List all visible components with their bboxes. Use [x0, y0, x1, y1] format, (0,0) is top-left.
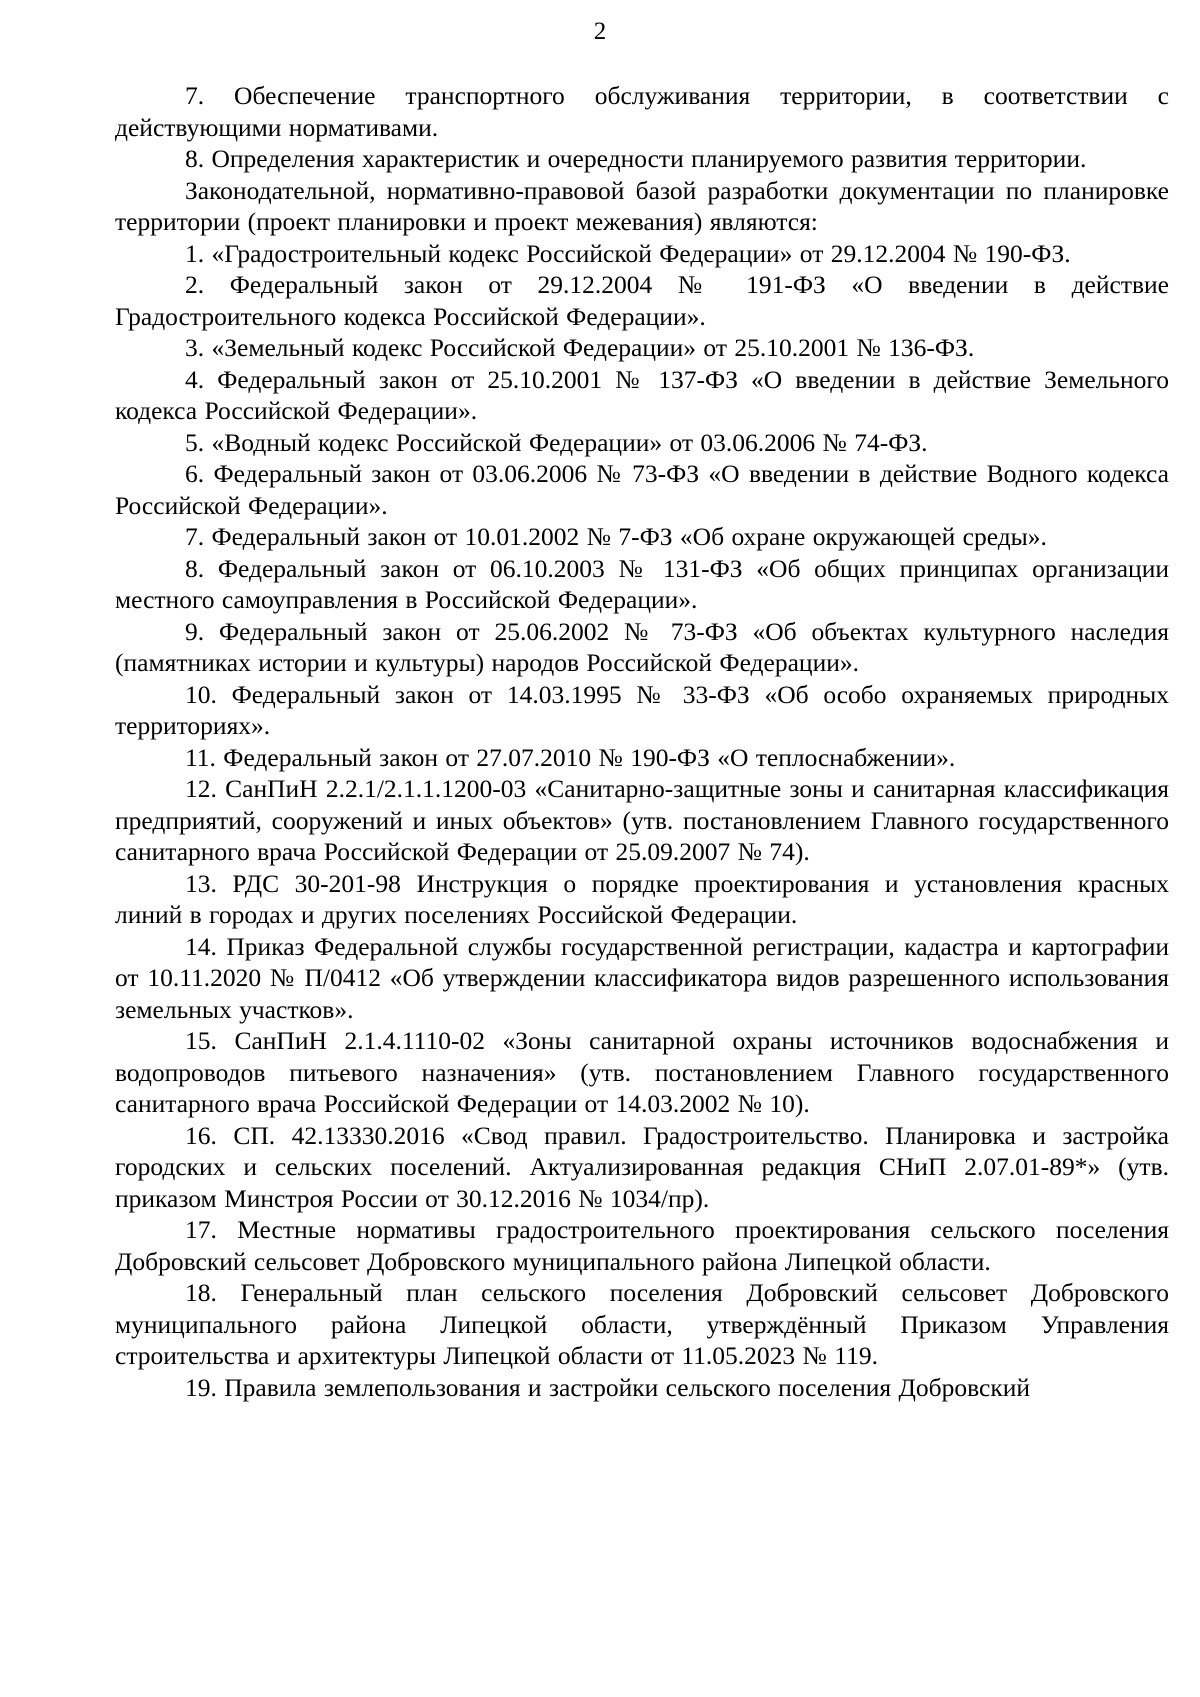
list-item-16: 16. СП. 42.13330.2016 «Свод правил. Градостроительство. Планировка и застройка городских и сельских поселений. Актуализированная редакция СНиП 2.07.01-89*» (утв. приказом Минстроя России от 30.12.2016 № 1034/пр).: [115, 1120, 1169, 1213]
list-item-7: 7. Федеральный закон от 10.01.2002 № 7-ФЗ «Об охране окружающей среды».: [185, 522, 1047, 551]
list-item-17: 17. Местные нормативы градостроительного проектирования сельского поселения Добровский сельсовет Добровского муниципального района Липецкой области.: [115, 1215, 1169, 1276]
paragraph-item-8-development: 8. Определения характеристик и очередности планируемого развития территории.: [185, 144, 1087, 173]
list-item-11: 11. Федеральный закон от 27.07.2010 № 190-ФЗ «О теплоснабжении».: [185, 742, 956, 772]
list-item-12: 12. СанПиН 2.2.1/2.1.1.1200-03 «Санитарно-защитные зоны и санитарная классификация предприятий, сооружений и иных объектов» (утв. постановлением Главного государственного санитарного врача Российской Федерации от 25.09.2007 № 74).: [115, 774, 1169, 866]
paragraph-item-7-transport: 7. Обеспечение транспортного обслуживания территории, в соответствии с действующими нормативами.: [115, 81, 1169, 142]
list-item-15: 15. СанПиН 2.1.4.1110-02 «Зоны санитарной охраны источников водоснабжения и водопроводов питьевого назначения» (утв. постановлением Главного государственного санитарного врача Российской Федерации от 14.03.2002 № 10).: [115, 1026, 1169, 1118]
list-item-6: 6. Федеральный закон от 03.06.2006 № 73-ФЗ «О введении в действие Водного кодекса Российской Федерации».: [115, 459, 1169, 520]
list-item-18: 18. Генеральный план сельского поселения Добровский сельсовет Добровского муниципального района Липецкой области, утверждённый Приказом Управления строительства и архитектуры Липецкой области от 11.05.2023 № 119.: [115, 1278, 1169, 1370]
list-item-5: 5. «Водный кодекс Российской Федерации» от 03.06.2006 № 74-ФЗ.: [185, 427, 928, 457]
list-item-3: 3. «Земельный кодекс Российской Федерации» от 25.10.2001 № 136-ФЗ.: [185, 333, 975, 362]
page-number: 2: [593, 18, 607, 45]
list-item-13: 13. РДС 30-201-98 Инструкция о порядке проектирования и установления красных линий в городах и других поселениях Российской Федерации.: [115, 868, 1169, 929]
list-item-8: 8. Федеральный закон от 06.10.2003 № 131-ФЗ «Об общих принципах организации местного самоуправления в Российской Федерации».: [115, 553, 1169, 614]
document-body: [115, 80, 1169, 1403]
list-item-4: 4. Федеральный закон от 25.10.2001 № 137-ФЗ «О введении в действие Земельного кодекса Российской Федерации».: [115, 364, 1169, 425]
list-item-10: 10. Федеральный закон от 14.03.1995 № 33-ФЗ «Об особо охраняемых природных территориях».: [115, 679, 1169, 740]
list-item-19: 19. Правила землепользования и застройки сельского поселения Добровский: [185, 1372, 1031, 1402]
list-item-14: 14. Приказ Федеральной службы государственной регистрации, кадастра и картографии от 10.11.2020 № П/0412 «Об утверждении классификатора видов разрешенного использования земельных участков».: [115, 931, 1169, 1024]
list-item-2: 2. Федеральный закон от 29.12.2004 № 191-ФЗ «О введении в действие Градостроительного кодекса Российской Федерации».: [115, 270, 1169, 331]
paragraph-legal-basis-intro: Законодательной, нормативно-правовой базой разработки документации по планировке территории (проект планировки и проект межевания) являются:: [115, 175, 1169, 236]
list-item-9: 9. Федеральный закон от 25.06.2002 № 73-ФЗ «Об объектах культурного наследия (памятниках истории и культуры) народов Российской Федерации».: [115, 616, 1169, 677]
list-item-1: 1. «Градостроительный кодекс Российской Федерации» от 29.12.2004 № 190-ФЗ.: [185, 238, 1071, 268]
